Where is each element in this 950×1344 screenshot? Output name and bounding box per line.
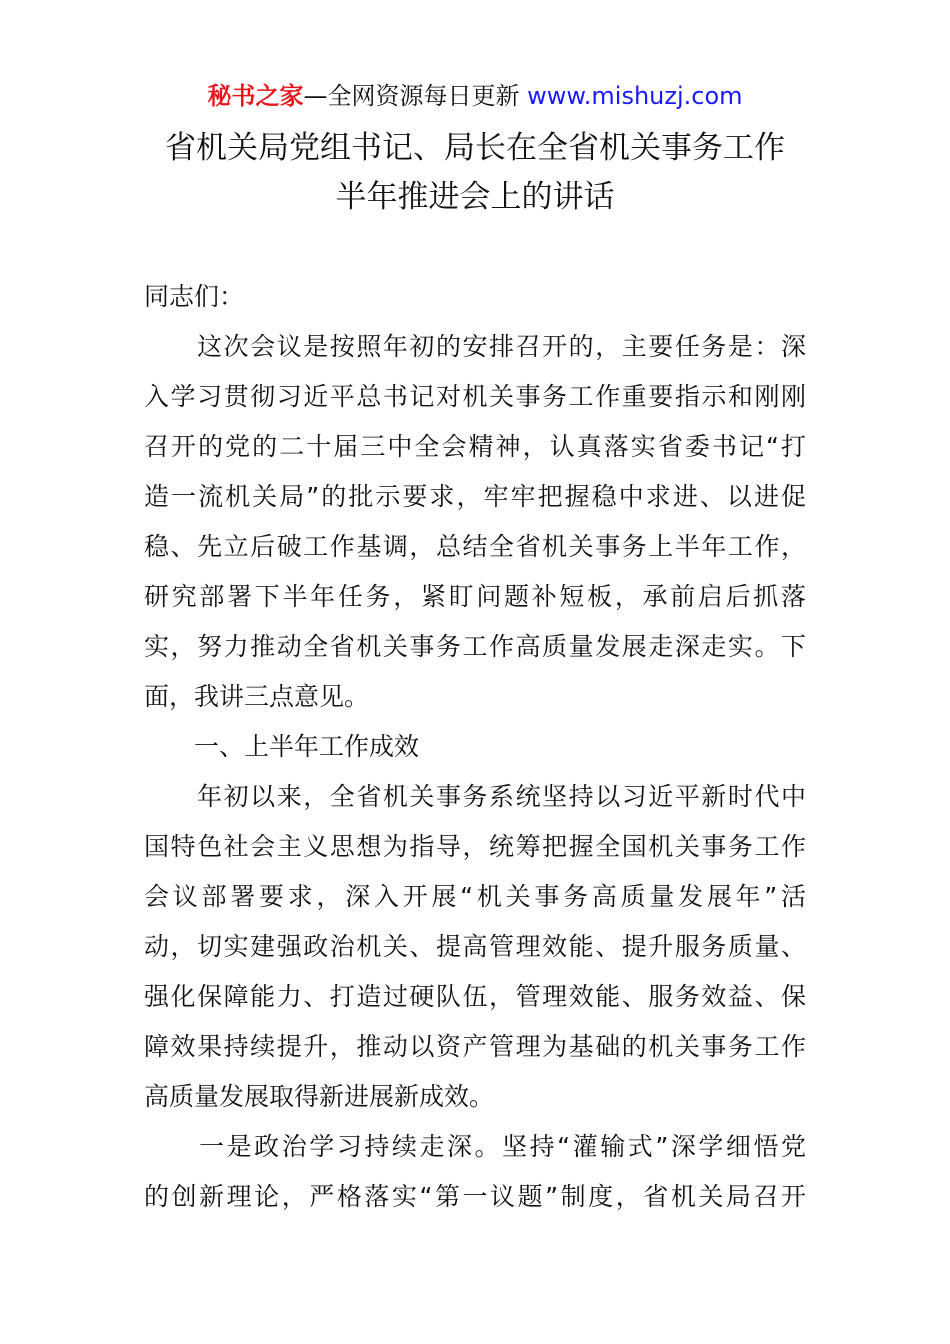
body-line: 稳、先立后破工作基调，总结全省机关事务上半年工作，: [144, 532, 806, 561]
body-line: 国特色社会主义思想为指导，统筹把握全国机关事务工作: [144, 832, 806, 861]
document-title-line-1: 省机关局党组书记、局长在全省机关事务工作: [165, 130, 785, 166]
document-title-line-2: 半年推进会上的讲话: [335, 179, 615, 215]
body-line: 的创新理论，严格落实“第一议题”制度，省机关局召开: [144, 1182, 806, 1211]
body-line: 实，努力推动全省机关事务工作高质量发展走深走实。下: [144, 632, 806, 661]
header-tagline: —全网资源每日更新: [303, 82, 520, 110]
body-line: 面，我讲三点意见。: [144, 682, 370, 711]
brand-name: 秘书之家: [207, 82, 304, 110]
header-banner: [0, 80, 950, 112]
section-heading: 一、上半年工作成效: [144, 732, 420, 761]
body-line: 造一流机关局”的批示要求，牢牢把握稳中求进、以进促: [144, 482, 806, 511]
body-line: 年初以来，全省机关事务系统坚持以习近平新时代中: [144, 782, 806, 811]
body-line: 动，切实建强政治机关、提高管理效能、提升服务质量、: [144, 932, 806, 961]
body-line: 研究部署下半年任务，紧盯问题补短板，承前启后抓落: [144, 582, 806, 611]
body-line: 障效果持续提升，推动以资产管理为基础的机关事务工作: [144, 1032, 806, 1061]
body-line: 召开的党的二十届三中全会精神，认真落实省委书记“打: [144, 432, 806, 461]
salutation: 同志们：: [144, 282, 245, 311]
body-line: 高质量发展取得新进展新成效。: [144, 1082, 495, 1111]
body-line: 一是政治学习持续走深。坚持“灌输式”深学细悟党: [144, 1132, 806, 1161]
body-line: 入学习贯彻习近平总书记对机关事务工作重要指示和刚刚: [144, 382, 806, 411]
body-line: 强化保障能力、打造过硬队伍，管理效能、服务效益、保: [144, 982, 806, 1011]
body-line: 会议部署要求，深入开展“机关事务高质量发展年”活: [144, 882, 806, 911]
body-line: 这次会议是按照年初的安排召开的，主要任务是：深: [144, 332, 806, 361]
site-url-link[interactable]: www.mishuzj.com: [527, 82, 743, 110]
